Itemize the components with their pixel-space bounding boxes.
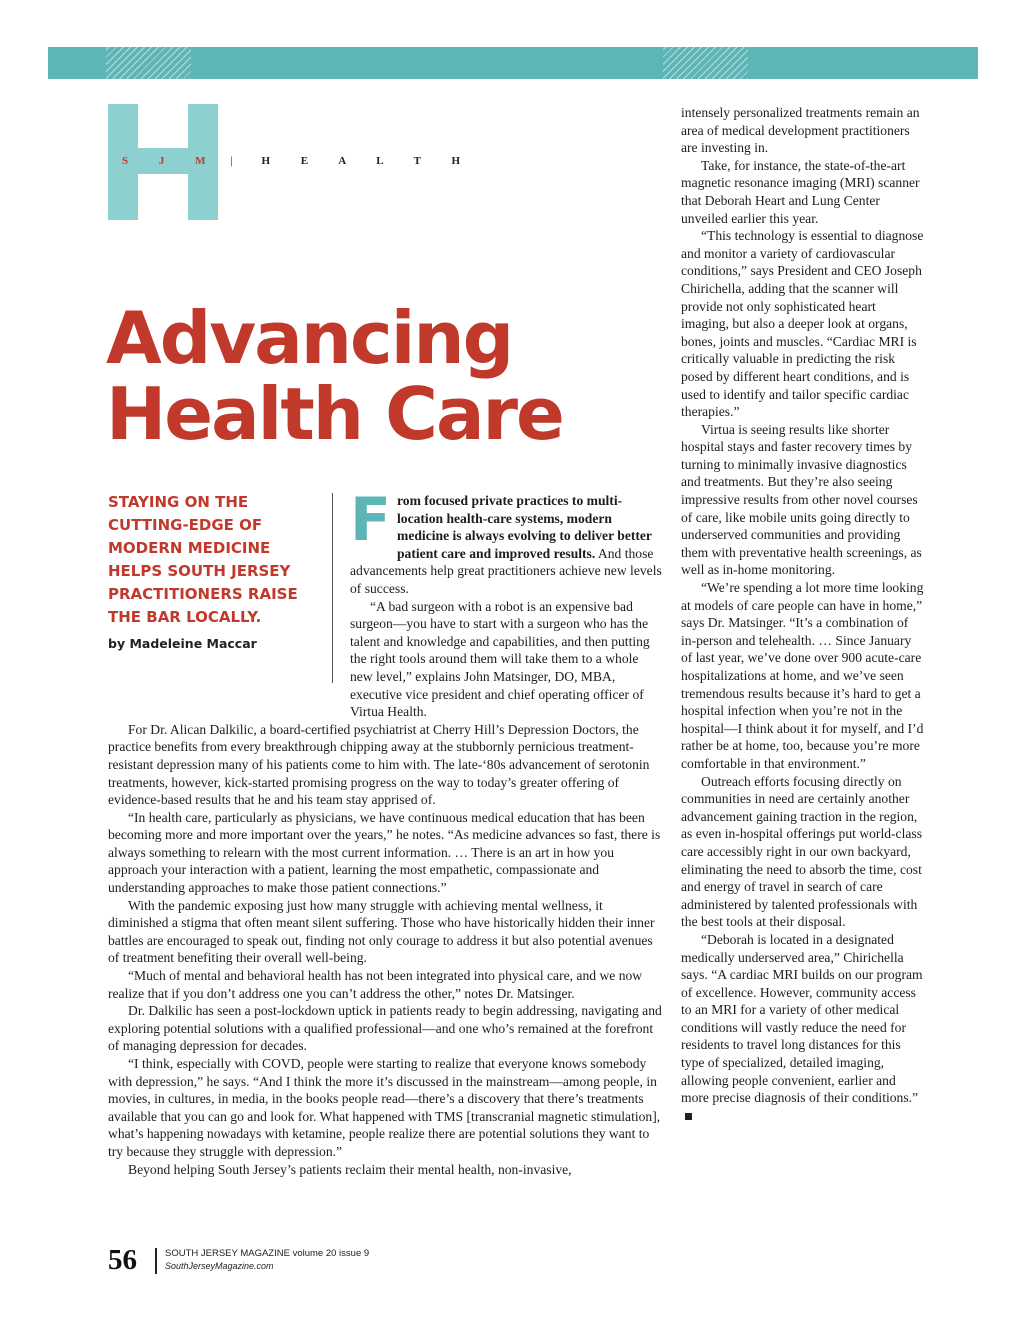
- byline: by Madeleine Maccar: [108, 636, 257, 651]
- article-right-column: [681, 104, 924, 1124]
- closing-text: “Deborah is located in a designated medically underserved area,” Chirichella says. “A cardiac MRI builds on our program of excellence. However, community access to an MRI for a variety of other medical conditions will vastly reduce the need for residents to travel long distances for this type of specialized, detailed imaging, allowing people convenient, earlier and more precise diagnosis of their conditions.”: [681, 931, 923, 1106]
- top-color-band: [48, 47, 978, 79]
- section-divider: |: [230, 155, 233, 167]
- deck: STAYING ON THE CUTTING-EDGE OF MODERN MEDICINE HELPS SOUTH JERSEY PRACTITIONERS RAISE THE BAR LOCALLY.: [108, 493, 298, 626]
- magazine-name: SOUTH JERSEY MAGAZINE: [165, 1248, 290, 1259]
- lead-paragraph: [350, 485, 663, 598]
- body-paragraph: Dr. Dalkilic has seen a post-lockdown uptick in patients ready to begin addressing, navigating and exploring potential solutions with a qualified professional—and one who’s remained at the forefront of managing depression for decades.: [108, 1003, 662, 1054]
- body-paragraph: Take, for instance, the state-of-the-art magnetic resonance imaging (MRI) scanner that Deborah Heart and Lung Center unveiled earlier this year.: [681, 157, 920, 226]
- lead-rest-text: And those advancements help great practitioners achieve new levels of success.: [350, 545, 662, 596]
- body-paragraph: Beyond helping South Jersey’s patients reclaim their mental health, non-invasive,: [128, 1161, 572, 1177]
- body-paragraph: With the pandemic exposing just how many struggle with achieving mental wellness, it diminished a stigma that often meant silent suffering. Those who have historically hidden their inner battles are encouraged to speak out, finding not only courage to address it but also potential avenues of treatment benefiting their overall well-being.: [108, 897, 655, 966]
- closing-paragraph: [681, 931, 924, 1125]
- article-lead: [350, 485, 663, 721]
- headline-line-1: Advancing: [106, 296, 513, 380]
- end-mark-icon: [685, 1113, 692, 1120]
- headline-line-2: Health Care: [106, 372, 563, 456]
- body-paragraph: “In health care, particularly as physicians, we have continuous medical education that has been becoming more and more important over the years,” he notes. “As medicine advances so fast, there is always something to relearn with the most current information. … There is an art in how you approach your interaction with a patient, learning the most empathetic, compassionate and understanding approaches to make those patient connections.”: [108, 809, 661, 896]
- body-paragraph: Outreach efforts focusing directly on communities in need are certainly another advancement gaining traction in the region, as even in-hospital offerings put world-class care accessibly right in our own backyard, eliminating the need to absorb the time, cost and energy of travel in search of care administered by talented professionals with the best tools at their disposal.: [681, 773, 922, 930]
- footer-divider: [155, 1248, 157, 1274]
- body-paragraph: “This technology is essential to diagnose and monitor a variety of cardiovascular conditions,” says President and CEO Joseph Chirichella, adding that the scanner will provide not only sophisticated heart imaging, but also a deeper look at organs, bones, joints and muscles. “Cardiac MRI is critically valuable in predicting the risk posed by different heart conditions, and is used to identify and tailor specific cardiac therapies.”: [681, 228, 924, 420]
- footer-url: SouthJerseyMagazine.com: [165, 1261, 274, 1271]
- lead-bold-text: rom focused private practices to multi-location health-care systems, modern medicine is always evolving to deliver better patient care and improved results.: [397, 493, 652, 561]
- magazine-issue: volume 20 issue 9: [292, 1248, 370, 1259]
- body-paragraph: “I think, especially with COVD, people were starting to realize that everyone knows somebody with depression,” he says. “And I think the more it’s discussed in the mainstream—among people, in movies, in cultures, in media, in the books people read—there’s a discovery that there’s treatments available that you can go and look for. What happened with TMS [transcranial magnetic stimulation], what’s happening nowadays with ketamine, people realize there are potential solutions they want to try because they struggle with depression.”: [108, 1056, 661, 1159]
- section-brand: S J M: [122, 155, 220, 167]
- section-label: [122, 155, 474, 171]
- body-paragraph: “We’re spending a lot more time looking at models of care people can have in home,” says Dr. Matsinger. “It’s a combination of in-person and telehealth. … Since January of last year, we’ve done over 900 acute-care hospitalizations at home, and we’ve seen tremendous results because it’s hard to get a hospital infection when you’re not in the hospital—I think about it for myself, and I’d rather be at home, too, because you’re more comfortable in that environment.”: [681, 580, 924, 771]
- body-paragraph: “A bad surgeon with a robot is an expensive bad surgeon—you have to start with a surgeon who has the talent and knowledge and capabilities, and then putting the right tools around them will take them to a whole new level,” explains John Matsinger, DO, MBA, executive vice president and chief operating officer of Virtua Health.: [350, 598, 650, 720]
- page-number: 56: [108, 1244, 137, 1276]
- band-hatch-left: [106, 47, 191, 79]
- article-main-column: [108, 485, 663, 1178]
- band-hatch-right: [663, 47, 748, 79]
- body-paragraph: “Much of mental and behavioral health has not been integrated into physical care, and we now realize that if you don’t address one you can’t address the other,” notes Dr. Matsinger.: [108, 968, 643, 1001]
- drop-cap: F: [350, 485, 391, 555]
- headline: [106, 296, 666, 456]
- body-paragraph: For Dr. Alican Dalkilic, a board-certified psychiatrist at Cherry Hill’s Depression Doctors, the practice benefits from every breakthrough chipping away at the stubbornly pernicious treatment-resistant depression many of his patients come to him with. The late-‘80s advancement of serotonin treatments, however, kick-started promising progress on the way to today’s greater offering of evidence-based results that he and his team stay apprised of.: [108, 721, 650, 808]
- body-paragraph: Virtua is seeing results like shorter hospital stays and faster recovery times by turning to minimally invasive diagnostics and treatments. But they’re also seeing impressive results from other novel courses of care, like mobile units going directly to underserved communities and providing them with preventative health screenings, as well as in-home monitoring.: [681, 421, 922, 578]
- footer-magazine: [165, 1248, 369, 1259]
- body-paragraph: intensely personalized treatments remain an area of medical development practitioners are investing in.: [681, 105, 920, 156]
- section-name: H E A L T H: [261, 155, 475, 167]
